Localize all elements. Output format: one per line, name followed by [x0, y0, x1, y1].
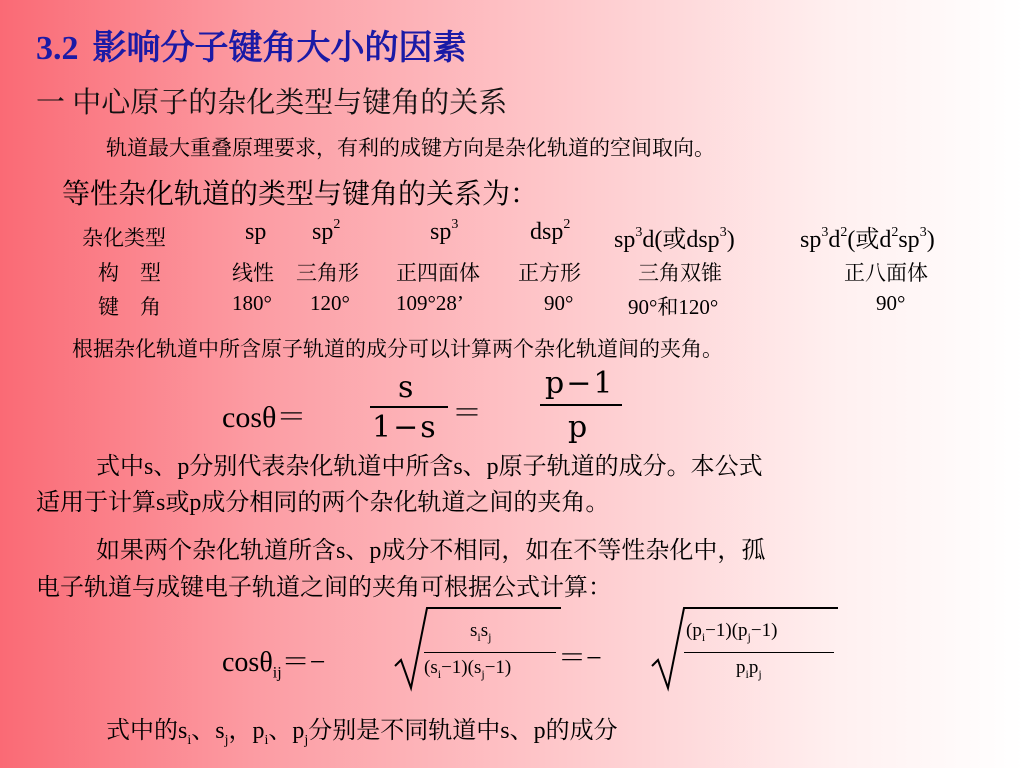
- paragraph-table-intro: 等性杂化轨道的类型与键角的关系为：: [62, 179, 539, 210]
- formula1-den2: p: [568, 410, 590, 445]
- section-subtitle: 一 中心原子的杂化类型与键角的关系: [36, 87, 508, 119]
- formula2-fraction-bar-1: [424, 652, 556, 653]
- paragraph-overlap-principle: 轨道最大重叠原理要求，有利的成键方向是杂化轨道的空间取向。: [106, 136, 715, 160]
- formula1-num1: s: [398, 370, 416, 405]
- title-text: 影响分子键角大小的因素: [92, 30, 467, 67]
- paragraph-formula-explain-2: 适用于计算s或p成分相同的两个杂化轨道之间的夹角。: [36, 490, 610, 516]
- shape-tetrahedral: 正四面体: [396, 261, 480, 285]
- hybrid-sp3d: $sp^3d$(或dsp$^3$): [614, 225, 735, 253]
- hybrid-sp3d2: $sp^3d^2$(或$d^2sp^3$): [800, 225, 935, 253]
- paragraph-unequal-1: 如果两个杂化轨道所含s、p成分不相同，如在不等性杂化中，孤: [96, 538, 766, 564]
- paragraph-calc-intro: 根据杂化轨道中所含原子轨道的成分可以计算两个杂化轨道间的夹角。: [72, 337, 723, 361]
- angle-trigonal: 120°: [310, 291, 350, 315]
- formula1-equals: ＝: [452, 397, 482, 430]
- row-label-hybrid-type: 杂化类型: [82, 226, 166, 250]
- hybrid-sp: sp: [245, 219, 267, 245]
- formula1-fraction-bar-1: [370, 406, 448, 408]
- page-title: [36, 20, 467, 69]
- formula2-den2: $p_ip_j$: [736, 657, 762, 681]
- formula2-den1: $(s_i-1)(s_j-1)$: [424, 657, 512, 681]
- row-label-shape: 构 型: [98, 261, 161, 285]
- angle-octahedral: 90°: [876, 291, 906, 315]
- paragraph-unequal-2: 电子轨道与成键电子轨道之间的夹角可根据公式计算：: [36, 575, 612, 601]
- hybrid-dsp2: dsp$^2$: [530, 217, 571, 245]
- angle-trigonal-bipyramid: 90°和120°: [628, 295, 719, 319]
- formula2-num2: $(p_i-1)(p_j-1)$: [686, 620, 778, 644]
- shape-linear: 线性: [232, 261, 274, 285]
- formula1-lhs: cosθ＝: [222, 401, 307, 434]
- angle-square: 90°: [544, 291, 574, 315]
- angle-linear: 180°: [232, 291, 272, 315]
- shape-trigonal-bipyramid: 三角双锥: [638, 261, 722, 285]
- formula2-num1: $s_is_j$: [470, 620, 492, 644]
- formula1-num2: p−1: [545, 366, 615, 401]
- formula1-den1: 1−s: [372, 410, 438, 445]
- shape-trigonal: 三角形: [296, 261, 359, 285]
- formula2-fraction-bar-2: [684, 652, 834, 653]
- paragraph-formula-explain-1: 式中s、p分别代表杂化轨道中所含s、p原子轨道的成分。本公式: [96, 454, 763, 480]
- shape-square: 正方形: [518, 261, 581, 285]
- formula2-mid-equals: ＝−: [558, 643, 602, 674]
- hybrid-sp3: $sp^3$: [430, 217, 459, 245]
- paragraph-variable-note: 式中的$s_i$、$s_j$，$p_i$、$p_j$分别是不同轨道中s、p的成分: [106, 718, 618, 748]
- hybrid-sp2: $sp^2$: [312, 217, 341, 245]
- row-label-angle: 键 角: [98, 295, 161, 319]
- formula1-fraction-bar-2: [540, 404, 622, 406]
- section-number: 3.2: [36, 30, 79, 67]
- shape-octahedral: 正八面体: [844, 261, 928, 285]
- angle-tetrahedral: 109°28’: [396, 291, 464, 315]
- formula2-lhs: cosθ$_{ij}$＝−: [222, 647, 326, 682]
